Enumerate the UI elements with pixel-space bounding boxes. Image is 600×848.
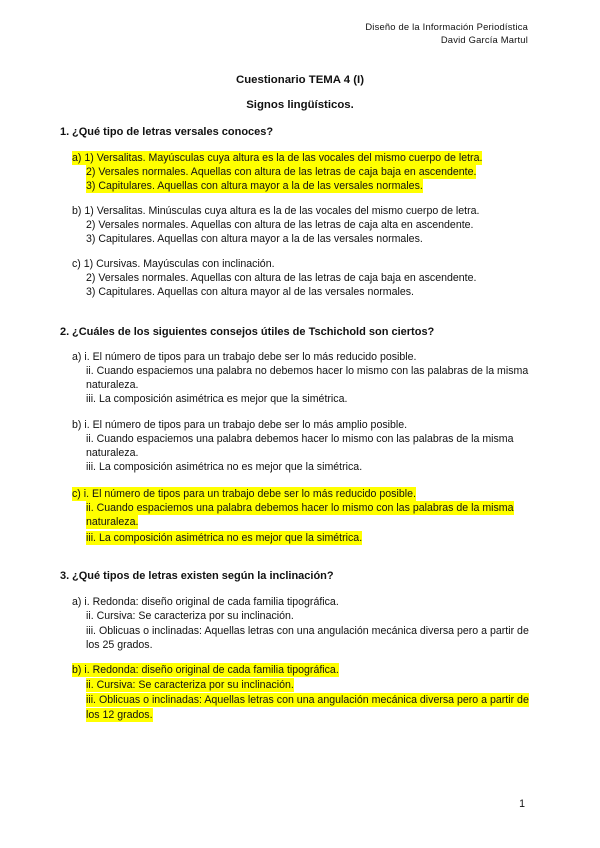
option-line: los 12 grados. <box>86 709 153 721</box>
option-line: naturaleza. <box>86 447 139 459</box>
option-line: naturaleza. <box>86 379 139 391</box>
question-text: ¿Cuáles de los siguientes consejos útiles de Tschichold son ciertos? <box>72 326 435 338</box>
question-number: 3. <box>60 570 70 582</box>
option-line: ii. Cursiva: Se caracteriza por su inclinación. <box>86 679 294 691</box>
option-line: naturaleza. <box>86 516 139 528</box>
option-line: 3) Capitulares. Aquellas con altura mayor al de las versales normales. <box>86 286 414 298</box>
option-line: b) i. El número de tipos para un trabajo debe ser lo más amplio posible. <box>72 419 408 431</box>
question-text: ¿Qué tipos de letras existen según la inclinación? <box>72 570 334 582</box>
option-line: ii. Cuando espaciemos una palabra debemos hacer lo mismo con las palabras de la misma <box>86 433 514 445</box>
option-line: iii. La composición asimétrica no es mejor que la simétrica. <box>86 461 363 473</box>
option-line: ii. Cuando espaciemos una palabra no debemos hacer lo mismo con las palabras de la misma <box>86 365 529 377</box>
option-line: 3) Capitulares. Aquellas con altura mayor a la de las versales normales. <box>86 233 423 245</box>
option-line: ii. Cuando espaciemos una palabra debemos hacer lo mismo con las palabras de la misma <box>86 502 514 514</box>
option-line: 2) Versales normales. Aquellas con altura de las letras de caja baja en ascendente. <box>86 166 477 178</box>
question-text: ¿Qué tipo de letras versales conoces? <box>72 126 274 138</box>
document-subtitle: Signos lingüísticos. <box>246 99 354 111</box>
option-line: b) i. Redonda: diseño original de cada familia tipográfica. <box>72 664 339 676</box>
option-line: c) 1) Cursivas. Mayúsculas con inclinación. <box>72 258 275 270</box>
option-line: los 25 grados. <box>86 639 153 651</box>
option-line: a) i. El número de tipos para un trabajo debe ser lo más reducido posible. <box>72 351 417 363</box>
option-line: ii. Cursiva: Se caracteriza por su inclinación. <box>86 610 294 622</box>
question-number: 2. <box>60 326 70 338</box>
header-course: Diseño de la Información Periodística <box>365 21 528 32</box>
option-line: 3) Capitulares. Aquellas con altura mayor a la de las versales normales. <box>86 180 423 192</box>
option-line: a) i. Redonda: diseño original de cada familia tipográfica. <box>72 596 339 608</box>
page-number: 1 <box>519 798 525 810</box>
question-number: 1. <box>60 126 70 138</box>
option-line: b) 1) Versalitas. Minúsculas cuya altura es la de las vocales del mismo cuerpo de letra. <box>72 205 480 217</box>
option-line: c) i. El número de tipos para un trabajo debe ser lo más reducido posible. <box>72 488 416 500</box>
option-line: iii. Oblicuas o inclinadas: Aquellas letras con una angulación mecánica diversa pero a partir de <box>86 625 529 637</box>
option-line: iii. Oblicuas o inclinadas: Aquellas letras con una angulación mecánica diversa pero a partir de <box>86 694 529 706</box>
option-line: 2) Versales normales. Aquellas con altura de las letras de caja baja en ascendente. <box>86 272 477 284</box>
option-line: a) 1) Versalitas. Mayúsculas cuya altura es la de las vocales del mismo cuerpo de letra. <box>72 152 483 164</box>
document-title: Cuestionario TEMA 4 (I) <box>235 74 365 86</box>
page-header <box>365 20 528 46</box>
header-author: David García Martul <box>440 34 528 45</box>
option-line: iii. La composición asimétrica no es mejor que la simétrica. <box>86 532 363 544</box>
option-line: iii. La composición asimétrica es mejor que la simétrica. <box>86 393 348 405</box>
option-line: 2) Versales normales. Aquellas con altura de las letras de caja alta en ascendente. <box>86 219 474 231</box>
